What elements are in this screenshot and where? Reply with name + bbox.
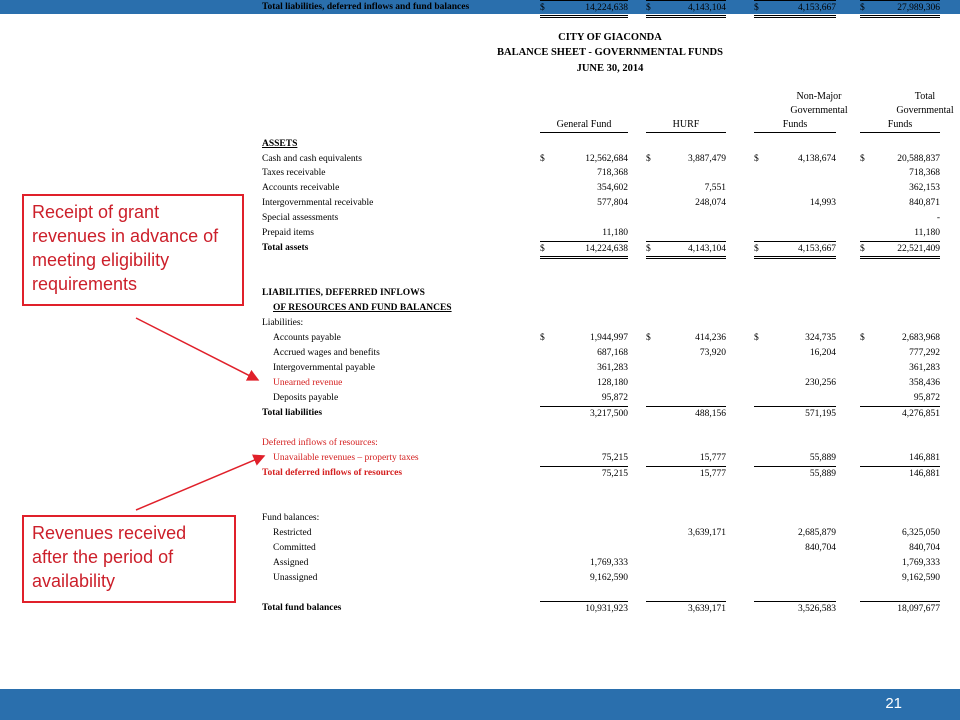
amount: 777,292: [909, 348, 940, 358]
amount: 55,889: [809, 453, 836, 463]
amount: 18,097,677: [897, 604, 940, 614]
amount: 9,162,590: [902, 573, 940, 583]
statement-date: JUNE 30, 2014: [576, 63, 644, 74]
row-label: Assigned: [273, 558, 309, 568]
nonmajor-header-line1: Non-Major: [796, 91, 842, 102]
amount: -: [936, 213, 940, 223]
arrow-to-unavailable-revenues: [136, 456, 264, 510]
total-header-line3: Funds: [860, 118, 940, 133]
amount: 75,215: [601, 453, 628, 463]
row-label: Fund balances:: [262, 513, 320, 523]
row-label: Unavailable revenues – property taxes: [273, 453, 419, 463]
amount: 4,153,667: [798, 3, 836, 13]
amount: 15,777: [699, 453, 726, 463]
amount: 11,180: [914, 228, 940, 238]
amount: 324,735: [805, 333, 836, 343]
currency-symbol: $: [646, 244, 651, 254]
amount: 361,283: [597, 363, 628, 373]
row-label: LIABILITIES, DEFERRED INFLOWS: [262, 288, 425, 298]
amount: 10,931,923: [585, 604, 628, 614]
currency-symbol: $: [860, 244, 865, 254]
row-label: Deposits payable: [273, 393, 339, 403]
callout-unavailable-revenue: Revenues received after the period of availability: [22, 515, 236, 603]
total-header-line1: Total: [914, 91, 936, 102]
amount: 840,704: [805, 543, 836, 553]
amount: 11,180: [602, 228, 628, 238]
city-name: CITY OF GIACONDA: [558, 32, 662, 43]
amount: 718,368: [597, 168, 628, 178]
row-label: Accrued wages and benefits: [273, 348, 380, 358]
amount: 4,143,104: [688, 3, 726, 13]
currency-symbol: $: [646, 154, 651, 164]
amount: 3,639,171: [688, 604, 726, 614]
arrow-to-unearned-revenue: [136, 318, 258, 380]
amount: 75,215: [601, 469, 628, 479]
amount: 3,526,583: [798, 604, 836, 614]
row-label: Unassigned: [273, 573, 318, 583]
amount: 128,180: [597, 378, 628, 388]
currency-symbol: $: [646, 333, 651, 343]
total-header-line2: Governmental: [896, 105, 954, 116]
general-fund-header: General Fund: [540, 118, 628, 133]
amount: 358,436: [909, 378, 940, 388]
row-label: Total liabilities: [262, 408, 323, 418]
amount: 14,224,638: [585, 244, 628, 254]
amount: 4,138,674: [798, 154, 836, 164]
nonmajor-header-line2: Governmental: [790, 105, 848, 116]
row-label: Deferred inflows of resources:: [262, 438, 378, 448]
row-label: OF RESOURCES AND FUND BALANCES: [273, 303, 452, 313]
amount: 73,920: [699, 348, 726, 358]
amount: 14,224,638: [585, 3, 628, 13]
bottom-bar: [0, 689, 960, 720]
amount: 718,368: [909, 168, 940, 178]
amount: 577,804: [597, 198, 628, 208]
currency-symbol: $: [860, 3, 865, 13]
amount: 95,872: [601, 393, 628, 403]
amount: 4,276,851: [902, 409, 940, 419]
amount: 14,993: [809, 198, 836, 208]
currency-symbol: $: [754, 3, 759, 13]
row-label: Restricted: [273, 528, 312, 538]
amount: 146,881: [909, 453, 940, 463]
amount: 55,889: [809, 469, 836, 479]
amount: 15,777: [699, 469, 726, 479]
currency-symbol: $: [754, 333, 759, 343]
currency-symbol: $: [646, 3, 651, 13]
row-label: Accounts payable: [273, 333, 341, 343]
slide-number: 21: [885, 695, 902, 712]
row-label: Liabilities:: [262, 318, 304, 328]
amount: 9,162,590: [590, 573, 628, 583]
amount: 354,602: [597, 183, 628, 193]
row-label: Special assessments: [262, 213, 339, 223]
amount: 16,204: [809, 348, 836, 358]
amount: 6,325,050: [902, 528, 940, 538]
amount: 4,153,667: [798, 244, 836, 254]
currency-symbol: $: [540, 154, 545, 164]
currency-symbol: $: [540, 3, 545, 13]
amount: 840,704: [909, 543, 940, 553]
amount: 840,871: [909, 198, 940, 208]
amount: 362,153: [909, 183, 940, 193]
row-label: Total deferred inflows of resources: [262, 468, 403, 478]
row-label: Total liabilities, deferred inflows and fund balances: [262, 2, 470, 12]
amount: 4,143,104: [688, 244, 726, 254]
amount: 3,217,500: [590, 409, 628, 419]
amount: 95,872: [913, 393, 940, 403]
amount: 414,236: [695, 333, 726, 343]
row-label: Unearned revenue: [273, 378, 343, 388]
amount: 146,881: [909, 469, 940, 479]
currency-symbol: $: [540, 244, 545, 254]
statement-title: BALANCE SHEET - GOVERNMENTAL FUNDS: [497, 47, 723, 58]
row-label: Accounts receivable: [262, 183, 340, 193]
amount: 27,989,306: [897, 3, 940, 13]
amount: 2,685,879: [798, 528, 836, 538]
amount: 1,769,333: [902, 558, 940, 568]
amount: 248,074: [695, 198, 726, 208]
amount: 2,683,968: [902, 333, 940, 343]
currency-symbol: $: [860, 333, 865, 343]
row-label: Total fund balances: [262, 603, 342, 613]
amount: 488,156: [695, 409, 726, 419]
row-label: Intergovernmental receivable: [262, 198, 374, 208]
amount: 22,521,409: [897, 244, 940, 254]
row-label: Intergovernmental payable: [273, 363, 375, 373]
amount: 12,562,684: [585, 154, 628, 164]
amount: 3,887,479: [688, 154, 726, 164]
amount: 687,168: [597, 348, 628, 358]
amount: 361,283: [909, 363, 940, 373]
row-label: Taxes receivable: [262, 168, 326, 178]
amount: 230,256: [805, 378, 836, 388]
amount: 7,551: [704, 183, 726, 193]
amount: 1,769,333: [590, 558, 628, 568]
amount: 571,195: [805, 409, 836, 419]
row-label: Committed: [273, 543, 316, 553]
amount: 20,588,837: [897, 154, 940, 164]
row-label: Prepaid items: [262, 228, 314, 238]
nonmajor-header-line3: Funds: [754, 118, 836, 133]
row-label: Cash and cash equivalents: [262, 154, 362, 164]
currency-symbol: $: [754, 154, 759, 164]
currency-symbol: $: [754, 244, 759, 254]
callout-unearned-revenue: Receipt of grant revenues in advance of meeting eligibility requirements: [22, 194, 244, 306]
currency-symbol: $: [540, 333, 545, 343]
amount: 3,639,171: [688, 528, 726, 538]
currency-symbol: $: [860, 154, 865, 164]
row-label: ASSETS: [262, 139, 298, 149]
hurf-header: HURF: [646, 118, 726, 133]
amount: 1,944,997: [590, 333, 628, 343]
row-label: Total assets: [262, 243, 309, 253]
